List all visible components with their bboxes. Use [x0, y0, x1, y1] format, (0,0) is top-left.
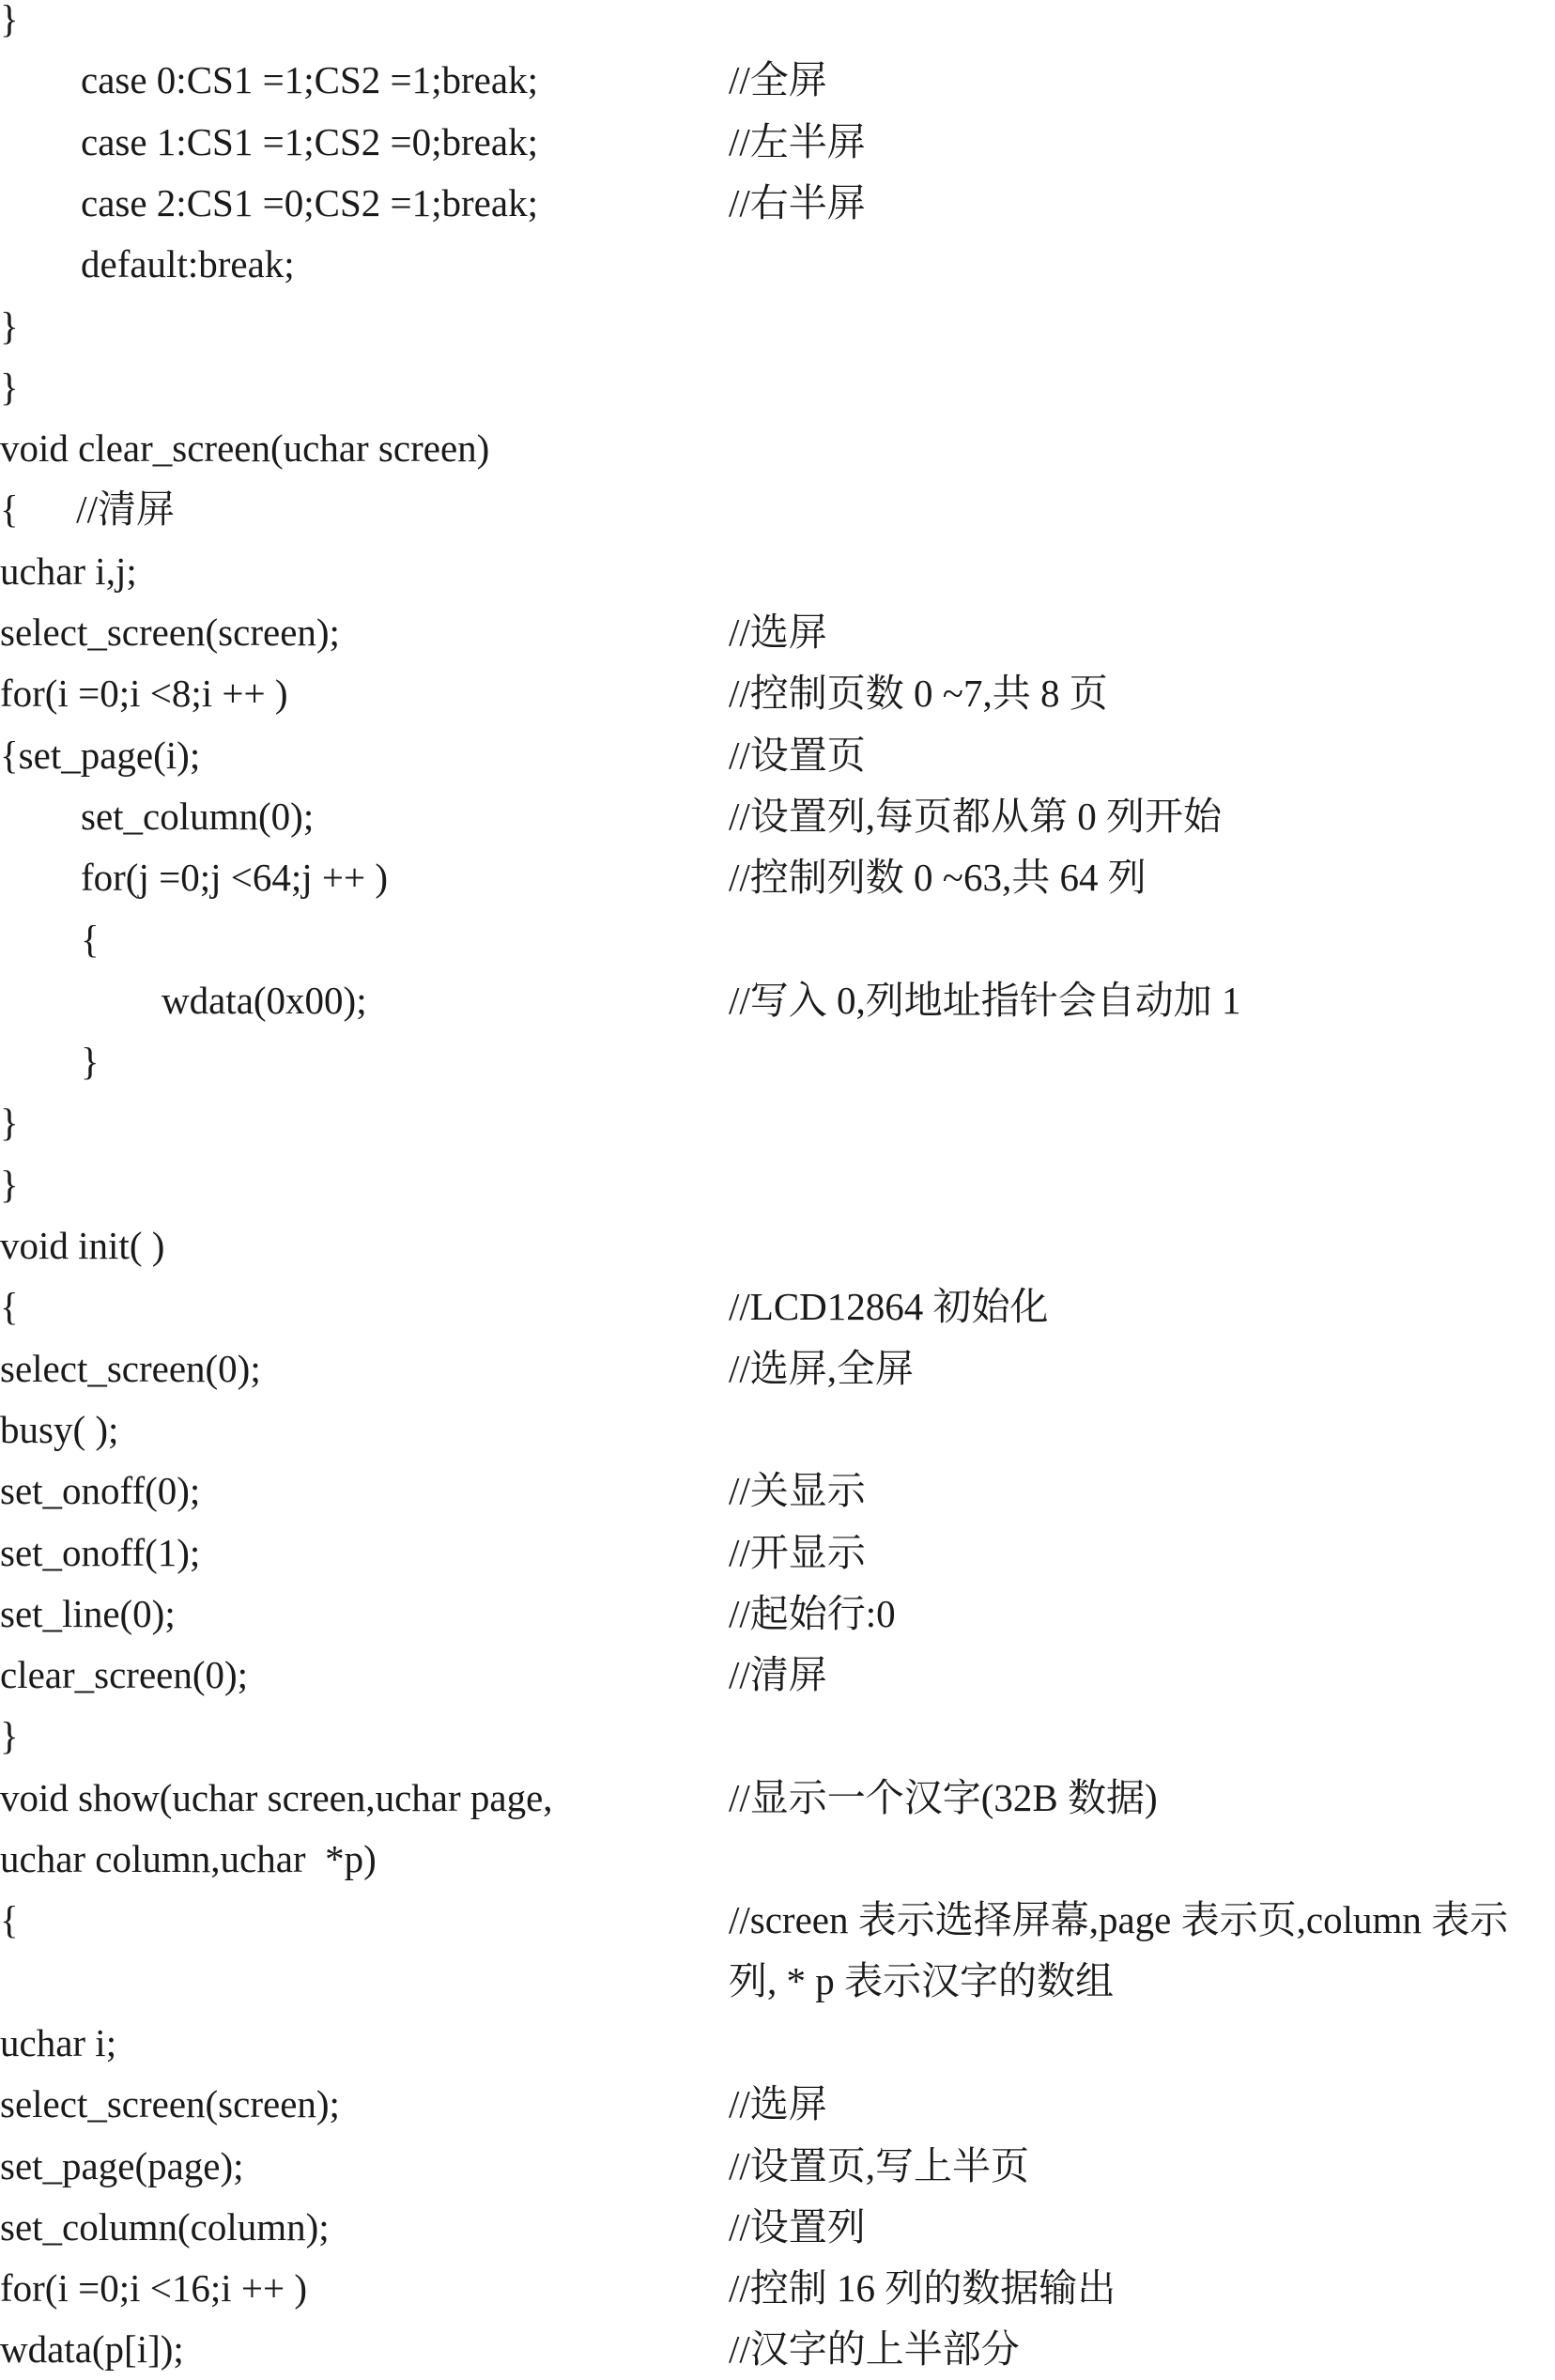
code-line — [0, 2197, 1555, 2258]
code-text: {set_page(i); — [0, 733, 201, 777]
code-comment: //写入 0,列地址指针会自动加 1 — [729, 978, 1241, 1022]
code-text: uchar i,j; — [0, 549, 137, 593]
code-text: select_screen(screen); — [0, 610, 340, 654]
code-comment: //开显示 — [729, 1530, 866, 1574]
code-line — [0, 234, 1555, 295]
code-text: uchar column,uchar *p) — [0, 1837, 377, 1880]
code-line — [0, 2319, 1555, 2380]
code-line — [0, 357, 1555, 418]
code-line — [0, 1460, 1555, 1522]
code-line — [0, 1399, 1555, 1460]
code-text: set_onoff(0); — [0, 1469, 201, 1513]
code-line — [0, 602, 1555, 663]
code-line — [0, 1215, 1555, 1276]
code-text: } — [0, 1162, 19, 1206]
code-comment: //左半屏 — [729, 119, 866, 163]
code-text: for(j =0;j <64;j ++ ) — [81, 856, 389, 900]
code-comment: //设置列 — [729, 2204, 866, 2249]
code-text: set_page(page); — [0, 2143, 244, 2187]
code-line — [0, 1522, 1555, 1584]
code-text: case 0:CS1 =1;CS2 =1;break; — [81, 58, 538, 102]
code-line — [0, 1890, 1555, 2003]
code-line — [0, 2074, 1555, 2135]
code-line — [0, 541, 1555, 602]
code-comment: //设置列,每页都从第 0 列开始 — [729, 794, 1223, 838]
code-line — [0, 1829, 1555, 1890]
code-text: { — [81, 917, 100, 961]
code-comment: //LCD12864 初始化 — [729, 1285, 1049, 1329]
code-text: } — [0, 303, 19, 348]
code-text: set_onoff(1); — [0, 1530, 201, 1574]
code-line — [0, 2136, 1555, 2197]
code-line — [0, 1645, 1555, 1706]
code-line — [0, 173, 1555, 234]
code-text: { — [0, 1898, 19, 1942]
code-comment: //起始行:0 — [729, 1591, 896, 1635]
code-text: { //清屏 — [0, 487, 175, 532]
code-line — [0, 418, 1555, 479]
code-text: clear_screen(0); — [0, 1653, 249, 1697]
code-text: default:break; — [81, 242, 295, 286]
code-line — [0, 1154, 1555, 1215]
code-comment: //清屏 — [729, 1653, 827, 1697]
code-text: for(i =0;i <16;i ++ ) — [0, 2266, 308, 2310]
code-text: void clear_screen(uchar screen) — [0, 426, 490, 471]
code-text: } — [0, 1714, 19, 1758]
code-line — [0, 847, 1555, 908]
code-line — [0, 1338, 1555, 1399]
code-text: } — [0, 0, 19, 40]
code-line — [0, 296, 1555, 357]
code-comment: //全屏 — [729, 58, 827, 102]
code-text: } — [0, 1101, 19, 1145]
code-text: for(i =0;i <8;i ++ ) — [0, 672, 288, 716]
code-line — [0, 1584, 1555, 1645]
code-comment: //右半屏 — [729, 180, 866, 224]
code-line — [0, 909, 1555, 970]
code-text: wdata(0x00); — [162, 978, 367, 1022]
code-line — [0, 786, 1555, 847]
code-line — [0, 725, 1555, 786]
code-text: set_column(0); — [81, 794, 315, 838]
code-text: void init( ) — [0, 1224, 165, 1267]
code-text: select_screen(0); — [0, 1346, 261, 1390]
code-line — [0, 1768, 1555, 1829]
code-comment: //汉字的上半部分 — [729, 2327, 1020, 2372]
code-line — [0, 663, 1555, 724]
code-line — [0, 112, 1555, 173]
code-comment: //选屏 — [729, 610, 827, 654]
code-comment: //设置页 — [729, 733, 866, 777]
code-line — [0, 50, 1555, 111]
code-text: set_column(column); — [0, 2204, 330, 2249]
code-comment: //控制 16 列的数据输出 — [729, 2266, 1116, 2310]
code-text: set_line(0); — [0, 1591, 176, 1635]
code-text: case 1:CS1 =1;CS2 =0;break; — [81, 119, 538, 163]
code-comment: //选屏 — [729, 2082, 827, 2126]
code-line — [0, 0, 1555, 50]
code-line — [0, 1092, 1555, 1153]
code-text: void show(uchar screen,uchar page, — [0, 1775, 553, 1819]
code-text: } — [0, 364, 19, 409]
code-text: busy( ); — [0, 1407, 119, 1451]
code-text: wdata(p[i]); — [0, 2327, 184, 2372]
code-comment: //screen 表示选择屏幕,page 表示页,column 表示列, * p 表示汉字的数组 — [729, 1898, 1509, 2003]
code-comment: //控制列数 0 ~63,共 64 列 — [729, 856, 1147, 900]
code-line — [0, 970, 1555, 1031]
code-text: uchar i; — [0, 2020, 117, 2064]
code-comment: //关显示 — [729, 1469, 866, 1513]
code-comment: //显示一个汉字(32B 数据) — [729, 1775, 1158, 1819]
code-text: { — [0, 1285, 19, 1329]
code-comment: //控制页数 0 ~7,共 8 页 — [729, 672, 1108, 716]
code-line — [0, 1276, 1555, 1337]
code-line — [0, 1706, 1555, 1767]
code-line — [0, 1952, 1555, 2013]
code-line — [0, 1031, 1555, 1092]
code-line — [0, 2258, 1555, 2319]
code-text: select_screen(screen); — [0, 2082, 340, 2126]
code-text: case 2:CS1 =0;CS2 =1;break; — [81, 180, 538, 224]
code-line — [0, 2013, 1555, 2074]
code-comment: //选屏,全屏 — [729, 1346, 915, 1390]
code-comment: //设置页,写上半页 — [729, 2143, 1030, 2187]
code-line — [0, 479, 1555, 540]
code-text: } — [81, 1040, 100, 1084]
